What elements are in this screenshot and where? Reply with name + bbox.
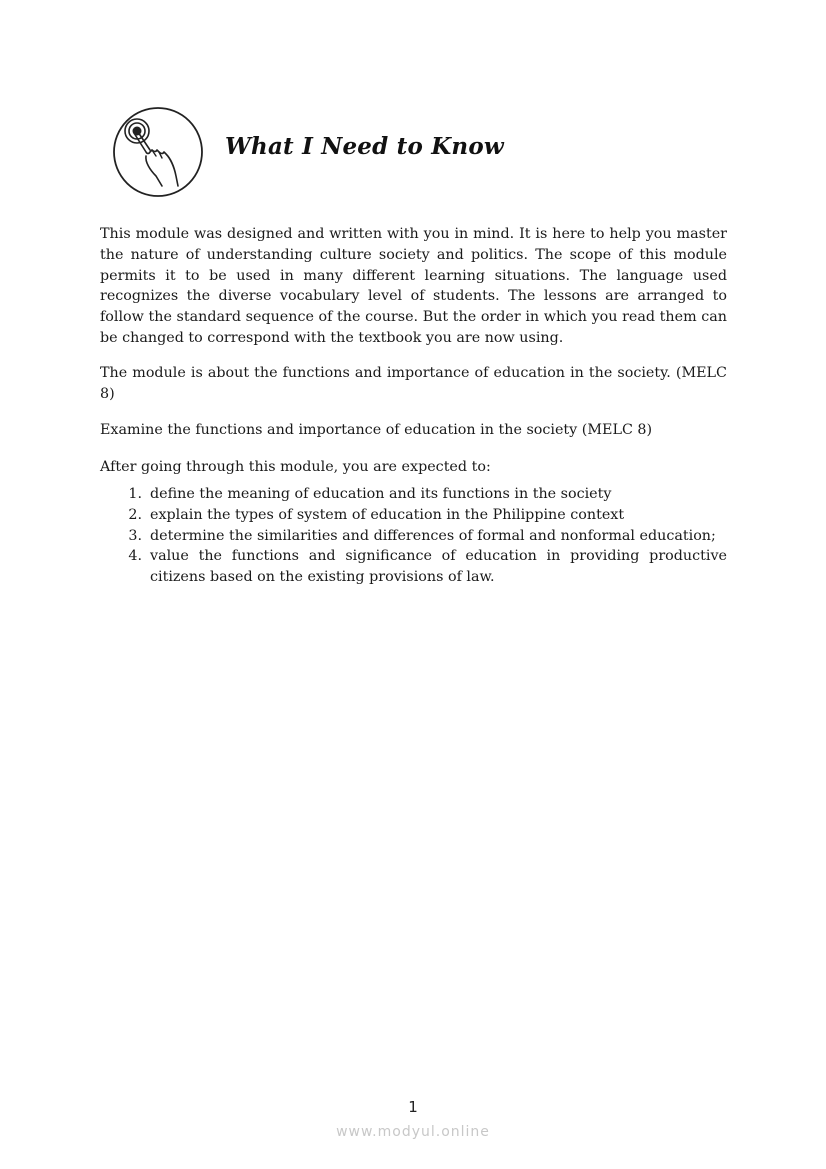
objective-item <box>100 546 727 588</box>
objective-item <box>100 484 727 505</box>
objective-text: determine the similarities and differences of formal and nonformal education; <box>150 527 716 544</box>
watermark: www.modyul.online <box>336 1124 490 1140</box>
objective-text: define the meaning of education and its functions in the society <box>150 485 612 502</box>
objective-number: 2. <box>128 506 142 523</box>
objective-item <box>100 505 727 526</box>
page-number: 1 <box>408 1098 418 1116</box>
objective-text: value the functions and significance of education in providing productive citizens based on the existing provisions of law. <box>150 548 727 586</box>
section-title: What I Need to Know <box>225 133 504 160</box>
objective-number: 4. <box>128 548 142 565</box>
objective-item <box>100 526 727 547</box>
module-content <box>100 224 727 588</box>
objective-text: explain the types of system of education in the Philippine context <box>150 506 625 523</box>
melc-paragraph: Examine the functions and importance of education in the society (MELC 8) <box>100 422 653 439</box>
objective-number: 3. <box>128 527 142 544</box>
about-paragraph: The module is about the functions and importance of education in the society. (MELC 8) <box>100 364 727 402</box>
objective-number: 1. <box>128 485 142 502</box>
intro-paragraph: This module was designed and written with you in mind. It is here to help you master the nature of understanding culture society and politics. The scope of this module permits it to be used in many different learning situations. The language used recognizes the diverse vocabulary level of students. The lessons are arranged to follow the standard sequence of the course. But the order in which you read them can be changed to correspond with the textbook you are now using. <box>100 226 727 346</box>
objectives-list <box>100 484 727 588</box>
objectives-lead: After going through this module, you are expected to: <box>100 459 491 476</box>
touch-hand-icon <box>112 106 204 198</box>
